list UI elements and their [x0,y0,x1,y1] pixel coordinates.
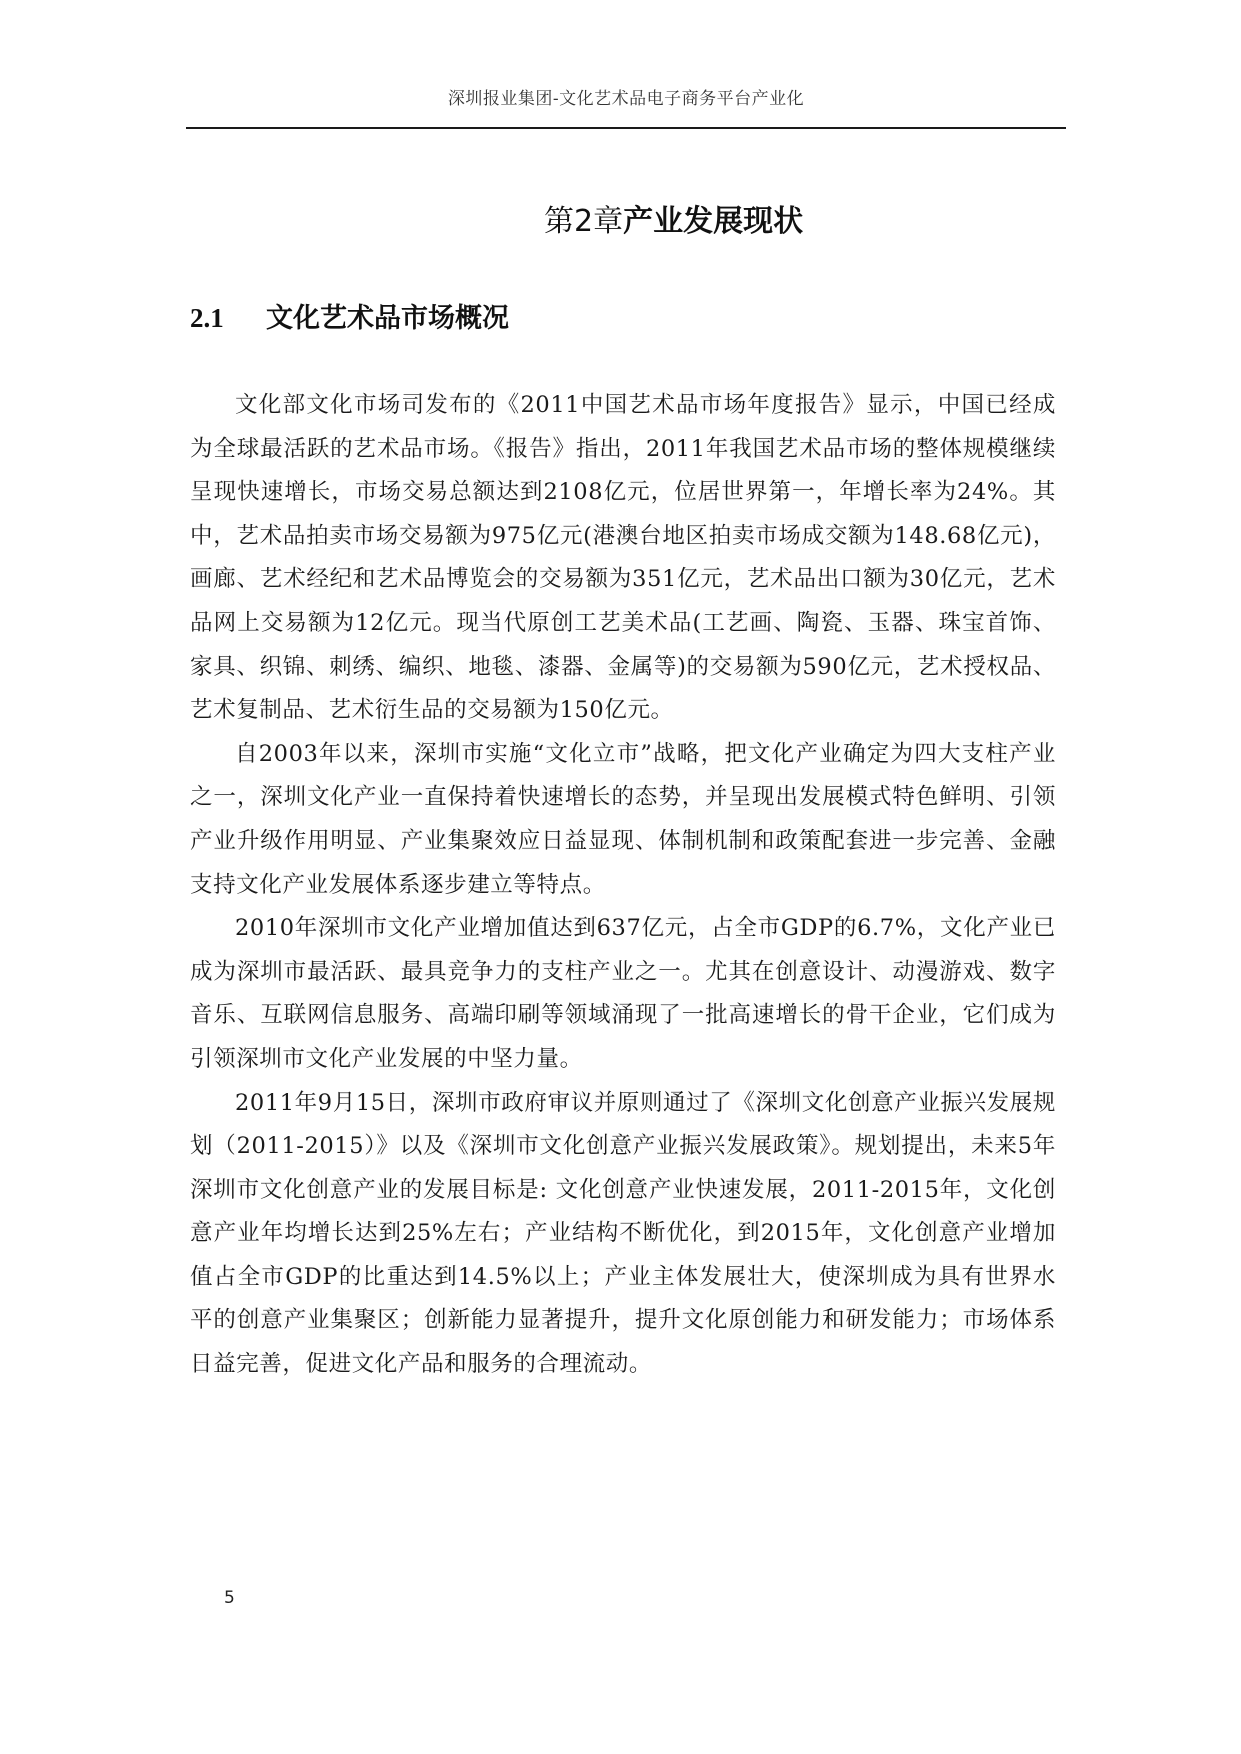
chapter-title-text: 产业发展现状 [623,204,804,239]
header-divider [186,127,1066,129]
chapter-number: 第2章 [544,204,624,239]
body-text [190,384,1056,1387]
paragraph-2011-plan: 2011年9月15日，深圳市政府审议并原则通过了《深圳文化创意产业振兴发展规划（2011-2015）》以及《深圳市文化创意产业振兴发展政策》。规划提出，未来5年深圳市文化创意产业的发展目标是: 文化创意产业快速发展，2011-2015年，文化创意产业年均增长达到25%左右；产业结构不断优化，到2015年，文化创意产业增加值占全市GDP的比重达到14.5%以上；产业主体发展壮大，使深圳成为具有世界水平的创意产业集聚区；创新能力显著提升，提升文化原创能力和研发能力；市场体系日益完善，促进文化产品和服务的合理流动。 [190,1089,1056,1378]
paragraph-culture-strategy: 自2003年以来，深圳市实施“文化立市”战略，把文化产业确定为四大支柱产业之一，深圳文化产业一直保持着快速增长的态势，并呈现出发展模式特色鲜明、引领产业升级作用明显、产业集聚效应日益显现、体制机制和政策配套进一步完善、金融支持文化产业发展体系逐步建立等特点。 [190,740,1056,898]
running-header: 深圳报业集团-文化艺术品电子商务平台产业化 [447,89,805,109]
paragraph-art-market-report: 文化部文化市场司发布的《2011中国艺术品市场年度报告》显示，中国已经成为全球最活跃的艺术品市场。《报告》指出，2011年我国艺术品市场的整体规模继续呈现快速增长，市场交易总额达到2108亿元，位居世界第一，年增长率为24%。其中，艺术品拍卖市场交易额为975亿元(港澳台地区拍卖市场成交额为148.68亿元)，画廊、艺术经纪和艺术品博览会的交易额为351亿元，艺术品出口额为30亿元，艺术品网上交易额为12亿元。现当代原创工艺美术品(工艺画、陶瓷、玉器、珠宝首饰、家具、织锦、刺绣、编织、地毯、漆器、金属等)的交易额为590亿元，艺术授权品、艺术复制品、艺术衍生品的交易额为150亿元。 [190,392,1056,724]
section-title-text: 文化艺术品市场概况 [266,303,509,334]
section-heading [190,296,509,335]
section-number: 2.1 [190,303,224,333]
paragraph-2010-growth: 2010年深圳市文化产业增加值达到637亿元，占全市GDP的6.7%，文化产业已成为深圳市最活跃、最具竞争力的支柱产业之一。尤其在创意设计、动漫游戏、数字音乐、互联网信息服务、高端印刷等领域涌现了一批高速增长的骨干企业，它们成为引领深圳市文化产业发展的中坚力量。 [190,915,1056,1072]
page-number: 5 [224,1588,235,1608]
chapter-title [544,196,803,240]
